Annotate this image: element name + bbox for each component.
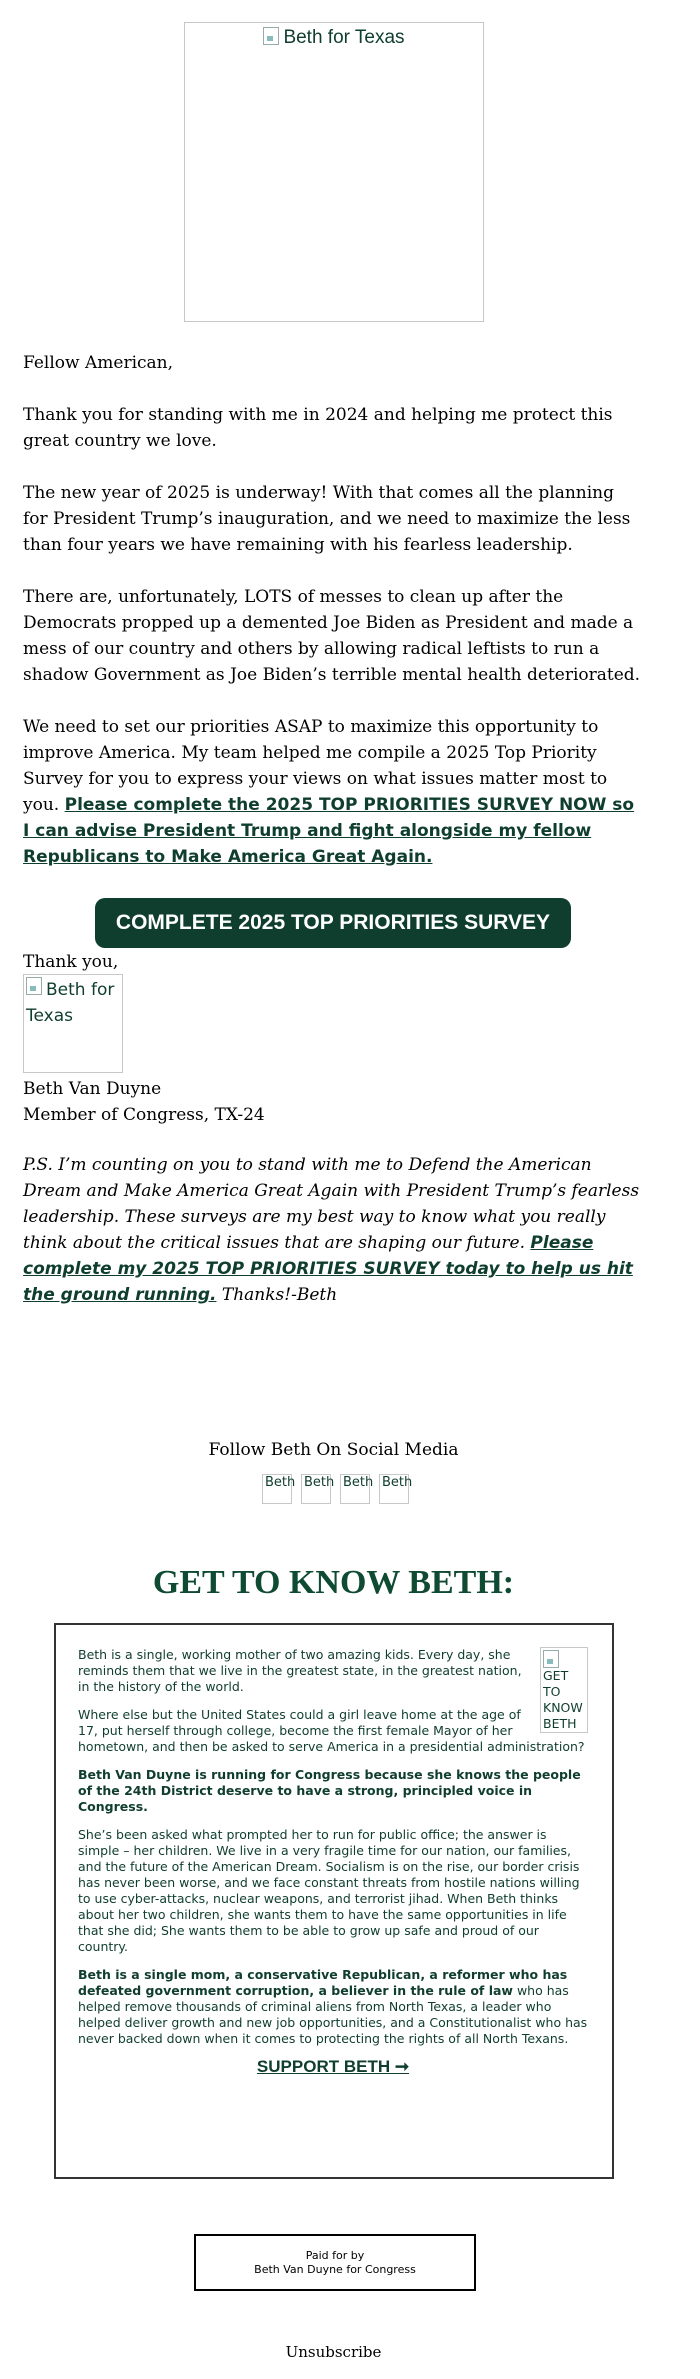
about-content — [78, 1647, 588, 2075]
about-paragraph-5 — [78, 1967, 588, 2047]
unsubscribe-link[interactable]: Unsubscribe — [285, 2343, 382, 2361]
signature-image — [23, 974, 123, 1073]
postscript-signoff: Thanks!-Beth — [216, 1285, 338, 1305]
social-links — [262, 1474, 413, 1504]
social-icon-1-alt: Beth — [265, 1475, 296, 1490]
signature-block — [23, 1076, 265, 1128]
social-icon-4[interactable] — [379, 1474, 413, 1504]
about-paragraph-5-rest: who has helped remove thousands of criminal aliens from North Texas, a leader who helped deliver growth and new job opportunities, and a Constitutionalist who has never backed down when it comes to protecting the rights of all North Texans. — [78, 1983, 588, 2046]
paid-for-by-label: Paid for by — [305, 2248, 365, 2262]
letter-paragraph-4-text: We need to set our priorities ASAP to maximize this opportunity to improve America. My team helped me compile a 2025 Top Priority Survey for you to express your views on what issues matter most to you. — [23, 717, 608, 815]
about-paragraph-2: Where else but the United States could a girl leave home at the age of 17, put herself through college, become the first female Mayor of her hometown, and then be asked to serve America in a presidential administration? — [78, 1707, 585, 1754]
broken-image-icon — [543, 1650, 559, 1668]
social-icon-2-alt: Beth — [304, 1475, 335, 1490]
signer-title: Member of Congress, TX-24 — [23, 1105, 265, 1125]
signer-name: Beth Van Duyne — [23, 1079, 162, 1099]
social-icon-3[interactable] — [340, 1474, 374, 1504]
letter-paragraph-3: There are, unfortunately, LOTS of messes to clean up after the Democrats propped up a demented Joe Biden as President and made a mess of our country and others by allowing radical leftists to run a shadow Government as Joe Biden’s terrible mental health deteriorated. — [23, 587, 641, 685]
postscript — [23, 1152, 648, 1308]
letter-body — [23, 350, 643, 896]
about-paragraph-1: Beth is a single, working mother of two amazing kids. Every day, she reminds them that we live in the greatest state, in the greatest nation, in the history of the world. — [78, 1647, 522, 1694]
complete-survey-button[interactable]: COMPLETE 2025 TOP PRIORITIES SURVEY — [95, 898, 571, 948]
support-beth-link[interactable]: SUPPORT BETH ➞ — [256, 2057, 410, 2076]
hero-image — [184, 22, 484, 322]
postscript-text: P.S. I’m counting on you to stand with me to Defend the American Dream and Make America Great Again with President Trump’s fearless leadership. These surveys are my best way to know what you really think about the critical issues that are shaping our future. — [23, 1155, 640, 1253]
letter-paragraph-2: The new year of 2025 is underway! With that comes all the planning for President Trump’s inauguration, and we need to maximize the less than four years we have remaining with his fearless leadership. — [23, 483, 631, 555]
survey-link[interactable]: Please complete the 2025 TOP PRIORITIES SURVEY NOW so I can advise President Trump and fight alongside my fellow Republicans to Make America Great Again. — [23, 795, 635, 867]
about-paragraph-3 — [78, 1767, 588, 1815]
letter-paragraph-1: Thank you for standing with me in 2024 and helping me protect this great country we love. — [23, 405, 613, 451]
postscript-survey-link[interactable]: Please complete my 2025 TOP PRIORITIES SURVEY today to help us hit the ground running. — [23, 1233, 633, 1305]
social-icon-3-alt: Beth — [343, 1475, 374, 1490]
about-box — [54, 1623, 614, 2179]
broken-image-icon — [263, 27, 279, 45]
broken-image-icon — [26, 977, 42, 995]
hero-image-alt: Beth for Texas — [283, 27, 405, 48]
thank-you: Thank you, — [23, 952, 119, 972]
social-icon-2[interactable] — [301, 1474, 335, 1504]
social-icon-4-alt: Beth — [382, 1475, 413, 1490]
social-icon-1[interactable] — [262, 1474, 296, 1504]
paid-for-by-committee: Beth Van Duyne for Congress — [254, 2262, 416, 2276]
about-paragraph-4: She’s been asked what prompted her to run for public office; the answer is simple – her children. We live in a very fragile time for our nation, our families, and the future of the American Dream. Socialism is on the rise, our border crisis has never been worse, and we face constant threats from hostile nations willing to use cyber-attacks, nuclear weapons, and terrorist jihad. When Beth thinks about her two children, she wants them to have the same opportunities in life that she did; She wants them to be able to grow up safe and proud of our country. — [78, 1827, 580, 1954]
paid-for-by-box — [194, 2234, 476, 2291]
get-to-know-heading: GET TO KNOW BETH: — [152, 1564, 515, 1601]
about-paragraph-3-bold: Beth Van Duyne is running for Congress because she knows the people of the 24th District deserve to have a strong, principled voice in Congress. — [78, 1767, 581, 1814]
about-paragraph-5-bold: Beth is a single mom, a conservative Republican, a reformer who has defeated government corruption, a believer in the rule of law — [78, 1967, 568, 1998]
letter-paragraph-4 — [23, 714, 643, 870]
about-image-alt: GET TO KNOW BETH — [543, 1668, 583, 1731]
signature-image-alt: Beth for Texas — [26, 980, 115, 1026]
about-image — [540, 1647, 588, 1733]
greeting: Fellow American, — [23, 353, 174, 373]
social-heading: Follow Beth On Social Media — [208, 1440, 459, 1460]
